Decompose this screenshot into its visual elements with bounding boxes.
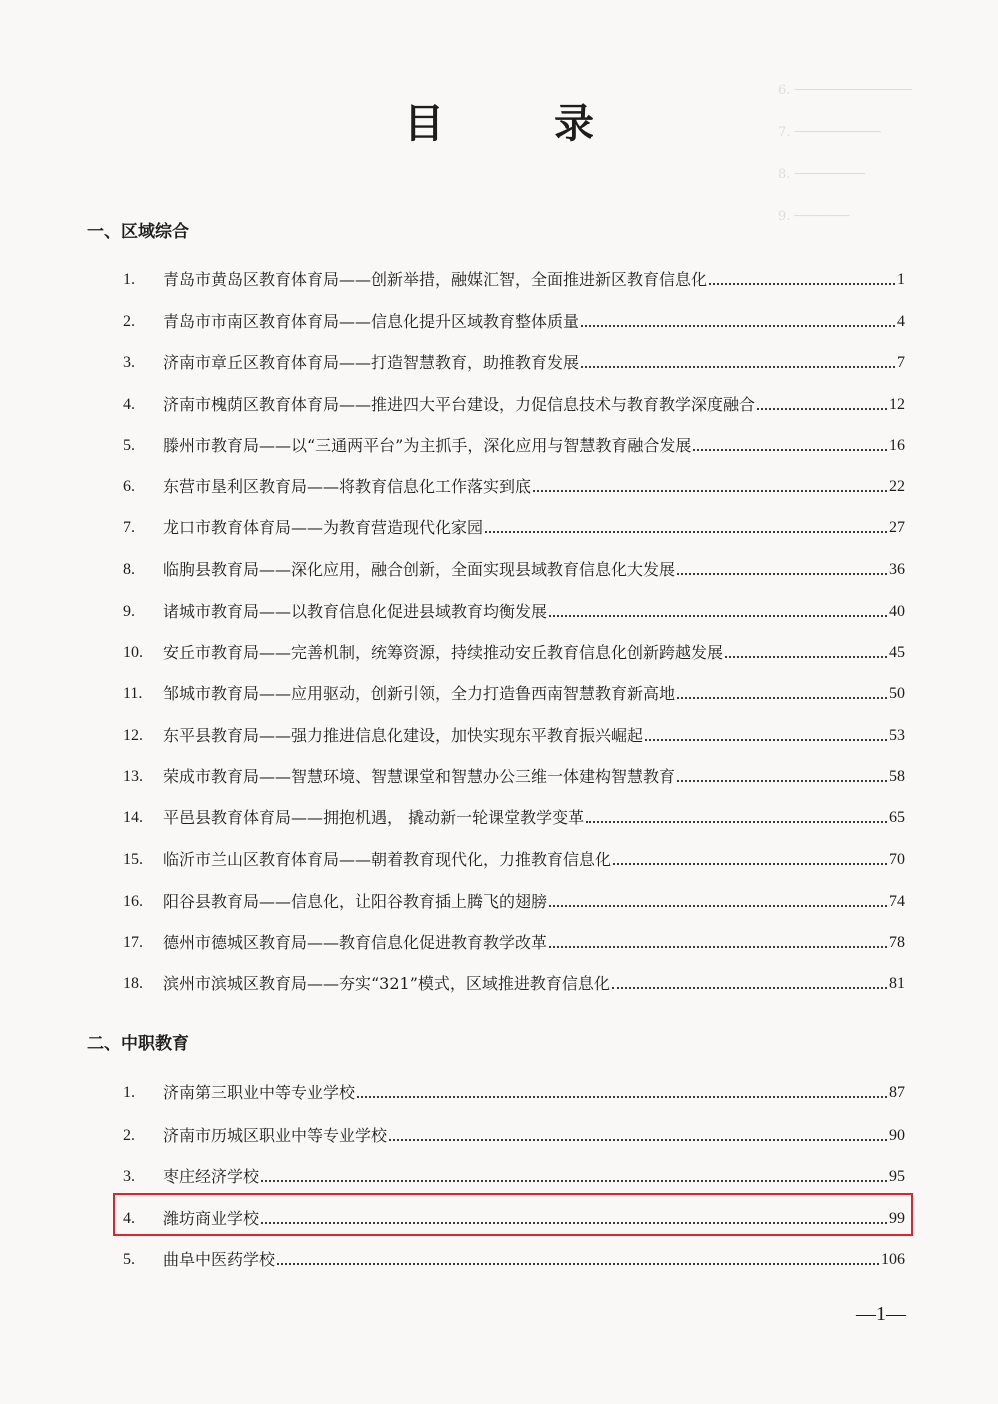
leader-dots	[612, 987, 887, 989]
entry-number: 2.	[123, 313, 135, 330]
leader-dots	[549, 946, 887, 948]
toc-entry[interactable]	[123, 844, 905, 870]
entry-title: 青岛市黄岛区教育体育局——创新举措，融媒汇智，全面推进新区教育信息化	[163, 270, 708, 289]
entry-number: 14.	[123, 809, 143, 826]
leader-dots	[725, 656, 887, 658]
entry-title: 临沂市兰山区教育体育局——朝着教育现代化，力推教育信息化	[163, 850, 612, 869]
entry-page-number: 16	[889, 437, 905, 454]
leader-dots	[677, 573, 887, 575]
leader-dots	[677, 697, 887, 699]
entry-page-number: 95	[889, 1168, 905, 1185]
toc-entry[interactable]	[123, 720, 905, 746]
leader-dots	[757, 408, 887, 410]
toc-entry[interactable]	[123, 1244, 905, 1270]
entry-number: 4.	[123, 1210, 135, 1227]
entry-title: 曲阜中医药学校	[163, 1250, 276, 1269]
leader-dots	[549, 615, 887, 617]
entry-page-number: 22	[889, 478, 905, 495]
leader-dots	[485, 531, 887, 533]
entry-page-number: 53	[889, 727, 905, 744]
entry-title: 阳谷县教育局——信息化，让阳谷教育插上腾飞的翅膀	[163, 892, 548, 911]
entry-number: 16.	[123, 893, 143, 910]
entry-page-number: 65	[889, 809, 905, 826]
entry-page-number: 99	[889, 1210, 905, 1227]
leader-dots	[581, 366, 895, 368]
entry-number: 3.	[123, 354, 135, 371]
entry-number: 7.	[123, 519, 135, 536]
leader-dots	[261, 1180, 887, 1182]
toc-entry[interactable]	[123, 554, 905, 580]
entry-number: 8.	[123, 561, 135, 578]
leader-dots	[677, 780, 887, 782]
entry-title: 济南市历城区职业中等专业学校	[163, 1126, 388, 1145]
entry-page-number: 27	[889, 519, 905, 536]
page-title: 目 录	[404, 100, 642, 147]
entry-title: 诸城市教育局——以教育信息化促进县域教育均衡发展	[163, 602, 548, 621]
leader-dots	[693, 449, 887, 451]
entry-number: 10.	[123, 644, 143, 661]
leader-dots	[277, 1263, 879, 1265]
entry-number: 17.	[123, 934, 143, 951]
section-heading-vocational: 二、中职教育	[87, 1034, 189, 1054]
toc-entry[interactable]	[123, 430, 905, 456]
toc-entry[interactable]	[123, 927, 905, 953]
entry-page-number: 36	[889, 561, 905, 578]
highlight-box	[113, 1193, 913, 1236]
entry-page-number: 81	[889, 975, 905, 992]
entry-title: 东营市垦利区教育局——将教育信息化工作落实到底	[163, 477, 532, 496]
entry-number: 13.	[123, 768, 143, 785]
leader-dots	[357, 1096, 887, 1098]
entry-number: 5.	[123, 437, 135, 454]
entry-title: 临朐县教育局——深化应用，融合创新，全面实现县域教育信息化大发展	[163, 560, 676, 579]
toc-entry[interactable]	[123, 596, 905, 622]
entry-number: 1.	[123, 1084, 135, 1101]
entry-page-number: 40	[889, 603, 905, 620]
toc-entry[interactable]	[123, 886, 905, 912]
toc-entry[interactable]	[123, 347, 905, 373]
toc-entry[interactable]	[123, 471, 905, 497]
entry-page-number: 1	[897, 271, 905, 288]
entry-title: 济南第三职业中等专业学校	[163, 1083, 356, 1102]
entry-number: 1.	[123, 271, 135, 288]
entry-number: 5.	[123, 1251, 135, 1268]
entry-page-number: 58	[889, 768, 905, 785]
entry-number: 12.	[123, 727, 143, 744]
page-footer-number: —1—	[856, 1303, 906, 1325]
entry-number: 11.	[123, 685, 143, 702]
entry-title: 济南市槐荫区教育体育局——推进四大平台建设，力促信息技术与教育教学深度融合	[163, 395, 756, 414]
entry-page-number: 90	[889, 1127, 905, 1144]
entry-page-number: 74	[889, 893, 905, 910]
entry-page-number: 7	[897, 354, 905, 371]
entry-title: 滕州市教育局——以“三通两平台”为主抓手，深化应用与智慧教育融合发展	[163, 436, 692, 455]
entry-title: 邹城市教育局——应用驱动，创新引领，全力打造鲁西南智慧教育新高地	[163, 684, 676, 703]
toc-entry[interactable]	[123, 306, 905, 332]
entry-number: 3.	[123, 1168, 135, 1185]
entry-title: 枣庄经济学校	[163, 1167, 260, 1186]
toc-entry[interactable]	[123, 802, 905, 828]
entry-title: 平邑县教育体育局——拥抱机遇， 撬动新一轮课堂教学变革	[163, 808, 585, 827]
toc-entry[interactable]	[123, 512, 905, 538]
entry-page-number: 45	[889, 644, 905, 661]
entry-number: 15.	[123, 851, 143, 868]
toc-entry[interactable]	[123, 264, 905, 290]
toc-entry[interactable]	[123, 1120, 905, 1146]
entry-page-number: 87	[889, 1084, 905, 1101]
toc-entry[interactable]	[123, 1161, 905, 1187]
entry-page-number: 12	[889, 396, 905, 413]
entry-page-number: 50	[889, 685, 905, 702]
entry-title: 荣成市教育局——智慧环境、智慧课堂和智慧办公三维一体建构智慧教育	[163, 767, 676, 786]
entry-number: 2.	[123, 1127, 135, 1144]
entry-page-number: 78	[889, 934, 905, 951]
leader-dots	[709, 283, 895, 285]
entry-page-number: 106	[881, 1251, 905, 1268]
entry-title: 东平县教育局——强力推进信息化建设，加快实现东平教育振兴崛起	[163, 726, 644, 745]
entry-title: 龙口市教育体育局——为教育营造现代化家园	[163, 518, 484, 537]
leader-dots	[549, 905, 887, 907]
entry-title: 济南市章丘区教育体育局——打造智慧教育，助推教育发展	[163, 353, 580, 372]
section-heading-regional: 一、区域综合	[87, 222, 189, 242]
entry-page-number: 4	[897, 313, 905, 330]
entry-title: 潍坊商业学校	[163, 1209, 260, 1228]
leader-dots	[533, 490, 887, 492]
entry-title: 青岛市市南区教育体育局——信息化提升区域教育整体质量	[163, 312, 580, 331]
toc-entry[interactable]	[123, 1077, 905, 1103]
bleed-through-text: 6. ─────────────── 7. ─────────── 8. ───────── 9. ───────	[778, 83, 912, 224]
entry-number: 4.	[123, 396, 135, 413]
toc-entry[interactable]	[123, 968, 905, 994]
leader-dots	[645, 739, 887, 741]
entry-page-number: 70	[889, 851, 905, 868]
entry-title: 安丘市教育局——完善机制，统筹资源，持续推动安丘教育信息化创新跨越发展	[163, 643, 724, 662]
entry-number: 18.	[123, 975, 143, 992]
entry-number: 9.	[123, 603, 135, 620]
toc-entry[interactable]	[123, 637, 905, 663]
toc-entry[interactable]	[123, 761, 905, 787]
toc-entry[interactable]	[123, 389, 905, 415]
leader-dots	[613, 863, 887, 865]
entry-title: 德州市德城区教育局——教育信息化促进教育教学改革	[163, 933, 548, 952]
leader-dots	[581, 325, 895, 327]
toc-entry[interactable]	[123, 678, 905, 704]
leader-dots	[389, 1139, 887, 1141]
entry-title: 滨州市滨城区教育局——夯实“321”模式，区域推进教育信息化	[163, 974, 610, 993]
entry-number: 6.	[123, 478, 135, 495]
leader-dots	[586, 821, 887, 823]
